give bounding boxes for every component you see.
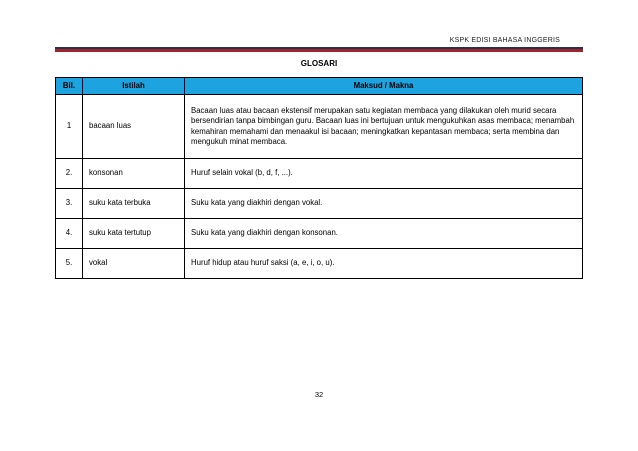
cell-makna: Suku kata yang diakhiri dengan vokal. [185, 189, 583, 219]
table-row [56, 189, 583, 219]
cell-bil: 4. [56, 219, 83, 249]
page-title: GLOSARI [300, 59, 338, 68]
table-header-row [56, 78, 583, 95]
cell-bil: 5. [56, 249, 83, 279]
column-header-makna: Maksud / Makna [185, 78, 583, 95]
cell-istilah: vokal [83, 249, 185, 279]
page-number: 32 [314, 390, 324, 399]
running-header: KSPK EDISI BAHASA INGGERIS [449, 37, 560, 44]
cell-makna: Huruf selain vokal (b, d, f, ...). [185, 159, 583, 189]
cell-bil: 3. [56, 189, 83, 219]
cell-makna: Bacaan luas atau bacaan ekstensif merupakan satu kegiatan membaca yang dilakukan oleh murid secara bersendirian tanpa bimbingan guru. Bacaan luas ini bertujuan untuk mengukuhkan asas membaca; menambah kemahiran memahami dan menaakul isi bacaan; meningkatkan kepantasan membaca; serta membina dan mengukuh minat membaca. [185, 95, 583, 159]
cell-bil: 2. [56, 159, 83, 189]
cell-istilah: bacaan luas [83, 95, 185, 159]
glossary-table [55, 77, 583, 279]
table-row [56, 219, 583, 249]
table-row [56, 159, 583, 189]
column-header-bil: Bil. [56, 78, 83, 95]
cell-makna: Suku kata yang diakhiri dengan konsonan. [185, 219, 583, 249]
table-row [56, 95, 583, 159]
cell-istilah: suku kata tertutup [83, 219, 185, 249]
cell-makna: Huruf hidup atau huruf saksi (a, e, i, o, u). [185, 249, 583, 279]
table-row [56, 249, 583, 279]
cell-istilah: konsonan [83, 159, 185, 189]
cell-bil: 1 [56, 95, 83, 159]
column-header-istilah: Istilah [83, 78, 185, 95]
header-rule-red [55, 49, 583, 52]
cell-istilah: suku kata terbuka [83, 189, 185, 219]
